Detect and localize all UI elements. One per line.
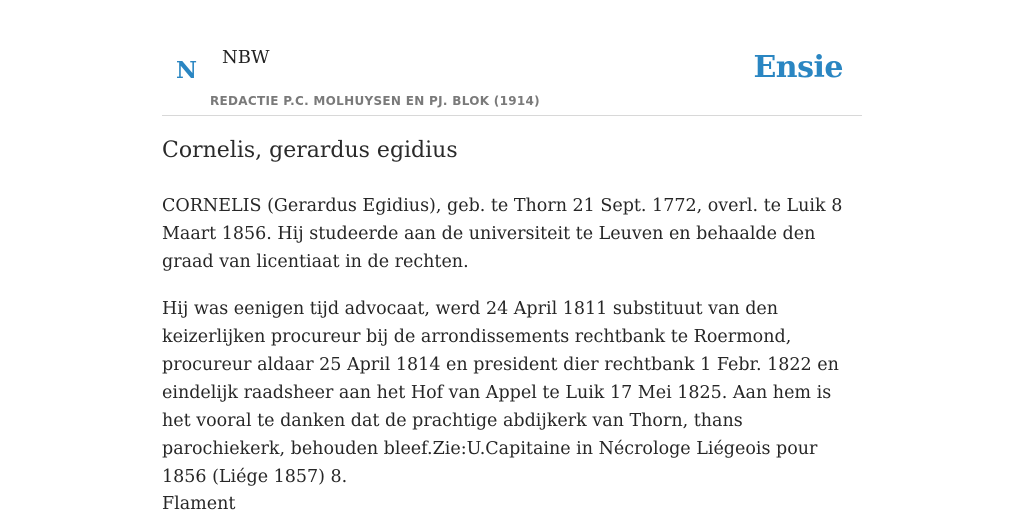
article-author: Flament <box>162 494 236 512</box>
article-body <box>162 192 862 510</box>
article-title: Cornelis, gerardus egidius <box>162 138 458 163</box>
article-paragraph: CORNELIS (Gerardus Egidius), geb. te Thorn 21 Sept. 1772, overl. te Luik 8 Maart 1856. Hij studeerde aan de universiteit te Leuven en behaalde den graad van licentiaat in de rechten. <box>162 196 843 272</box>
article-paragraph: Hij was eenigen tijd advocaat, werd 24 April 1811 substituut van den keizerlijken procureur bij de arrondissements rechtbank te Roermond, procureur aldaar 25 April 1814 en president dier rechtbank 1 Febr. 1822 en eindelijk raadsheer aan het Hof van Appel te Luik 17 Mei 1825. Aan hem is het vooral te danken dat de prachtige abdijkerk van Thorn, thans parochiekerk, behouden bleef.Zie:U.Capitaine in Nécrologe Liégeois pour 1856 (Liége 1857) 8. <box>162 299 839 487</box>
header <box>162 40 862 116</box>
source-subtitle: REDACTIE P.C. MOLHUYSEN EN PJ. BLOK (1914) <box>210 94 540 108</box>
brand-logo[interactable]: Ensie <box>753 50 843 85</box>
source-logo[interactable]: N <box>176 57 198 84</box>
source-name[interactable]: NBW <box>222 47 270 68</box>
